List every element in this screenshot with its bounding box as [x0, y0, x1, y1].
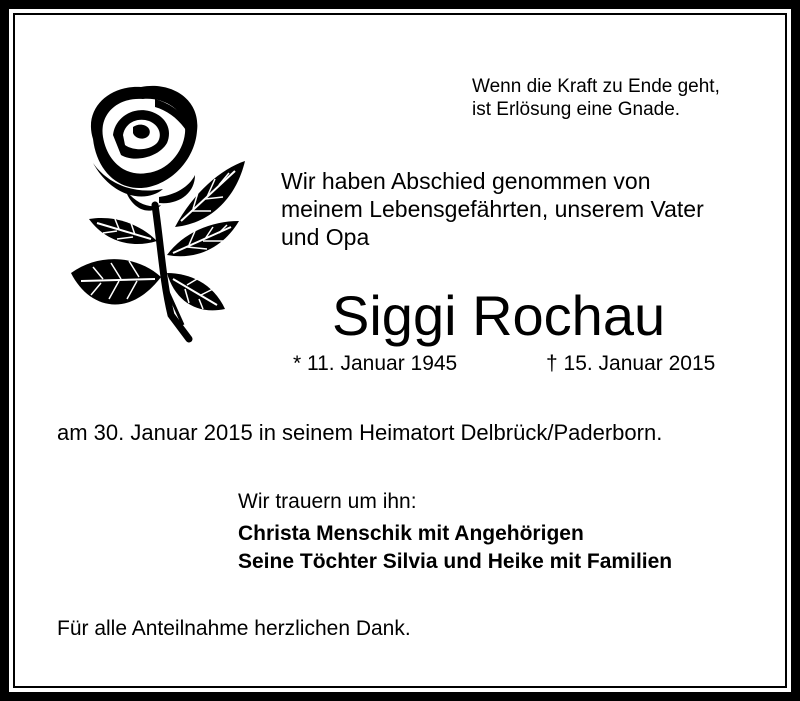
burial-text: am 30. Januar 2015 in seinem Heimatort Delbrück/Paderborn.	[57, 420, 663, 445]
quote	[472, 75, 720, 121]
mourning-intro: Wir trauern um ihn:	[238, 490, 417, 513]
deceased-name: Siggi Rochau	[332, 284, 666, 347]
mourner-line: Seine Töchter Silvia und Heike mit Familien	[238, 550, 673, 573]
intro-line: und Opa	[281, 224, 370, 250]
mourner-line: Christa Menschik mit Angehörigen	[238, 522, 584, 545]
thanks-text: Für alle Anteilnahme herzlichen Dank.	[57, 617, 411, 640]
birth-date: * 11. Januar 1945	[293, 352, 458, 375]
intro-line: meinem Lebensgefährten, unserem Vater	[281, 196, 704, 222]
death-date: † 15. Januar 2015	[546, 352, 716, 375]
quote-line: Wenn die Kraft zu Ende geht,	[472, 76, 720, 97]
quote-line: ist Erlösung eine Gnade.	[472, 99, 681, 120]
intro-text	[281, 167, 704, 251]
intro-line: Wir haben Abschied genommen von	[281, 168, 651, 194]
rose-icon	[63, 77, 249, 347]
